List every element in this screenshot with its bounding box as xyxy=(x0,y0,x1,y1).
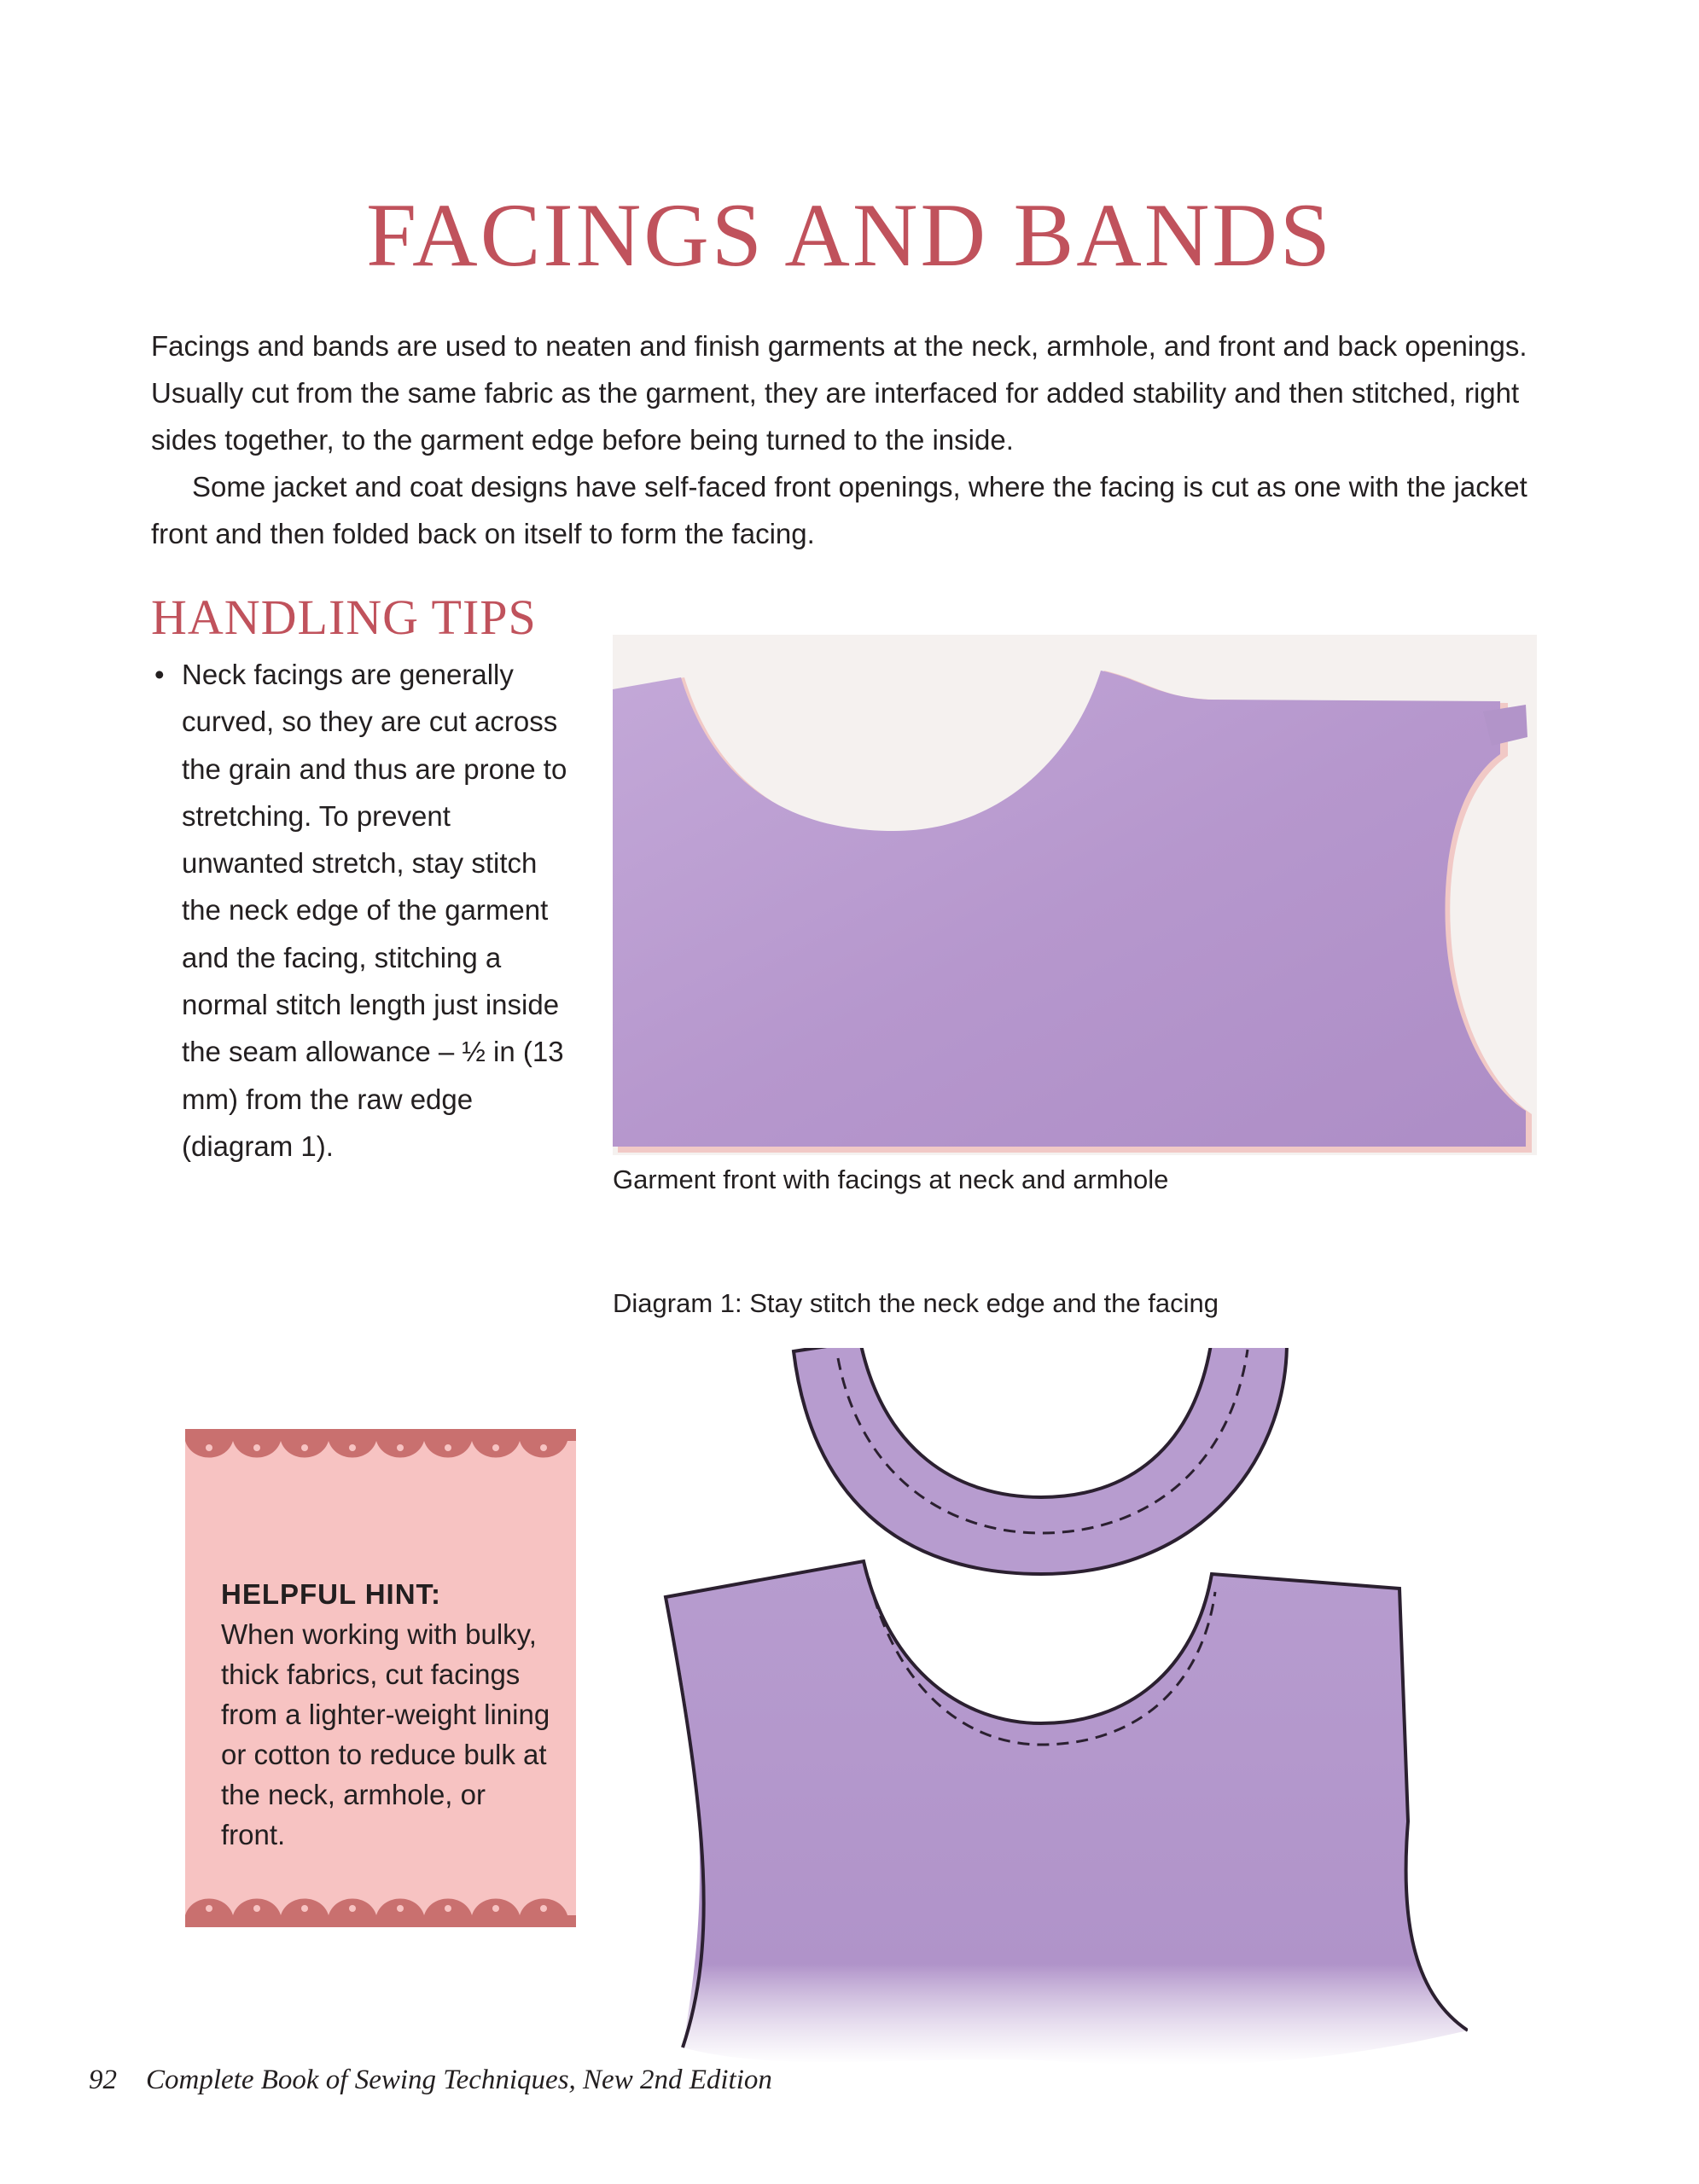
facing-piece xyxy=(794,1348,1287,1574)
intro-text xyxy=(151,322,1551,557)
intro-paragraph-1: Facings and bands are used to neaten and finish garments at the neck, armhole, and front and back openings. Usually cut from the same fabric as the garment, they are interfaced for added stability and then stitched, right sides together, to the garment edge before being turned to the inside. xyxy=(151,330,1527,456)
book-title: Complete Book of Sewing Techniques, New 2nd Edition xyxy=(146,2065,772,2095)
handling-tips-list xyxy=(151,651,578,1170)
garment-piece xyxy=(666,1561,1468,2065)
scallop-border-top xyxy=(185,1429,576,1463)
photo-caption: Garment front with facings at neck and armhole xyxy=(613,1165,1169,1194)
bullet-icon: • xyxy=(154,659,165,690)
garment-front-photo xyxy=(613,635,1537,1155)
intro-paragraph-2: Some jacket and coat designs have self-faced front openings, where the facing is cut as one with the jacket front and then folded back on itself to form the facing. xyxy=(151,471,1527,549)
helpful-hint-box xyxy=(185,1429,576,1927)
helpful-hint-title: HELPFUL HINT: xyxy=(221,1578,442,1610)
diagram-title: Diagram 1: Stay stitch the neck edge and the facing xyxy=(613,1288,1219,1318)
helpful-hint-body: When working with bulky, thick fabrics, cut facings from a lighter-weight lining or cotton to reduce bulk at the neck, armhole, or front. xyxy=(221,1618,550,1850)
tip-item xyxy=(151,651,578,1170)
stay-stitch-diagram xyxy=(649,1348,1468,2082)
tip-text: Neck facings are generally curved, so they are cut across the grain and thus are prone to stretching. To prevent unwanted stretch, stay stitch the neck edge of the garment and the facing, stitching a normal stitch length just inside the seam allowance – ½ in (13 mm) from the raw edge (diagram 1). xyxy=(182,659,567,1162)
page-footer xyxy=(89,2065,772,2096)
page-title: FACINGS AND BANDS xyxy=(366,185,1333,285)
handling-tips-heading: HANDLING TIPS xyxy=(151,590,537,645)
scallop-border-bottom xyxy=(185,1893,576,1927)
helpful-hint-text xyxy=(221,1574,554,1855)
page-number: 92 xyxy=(89,2065,117,2095)
